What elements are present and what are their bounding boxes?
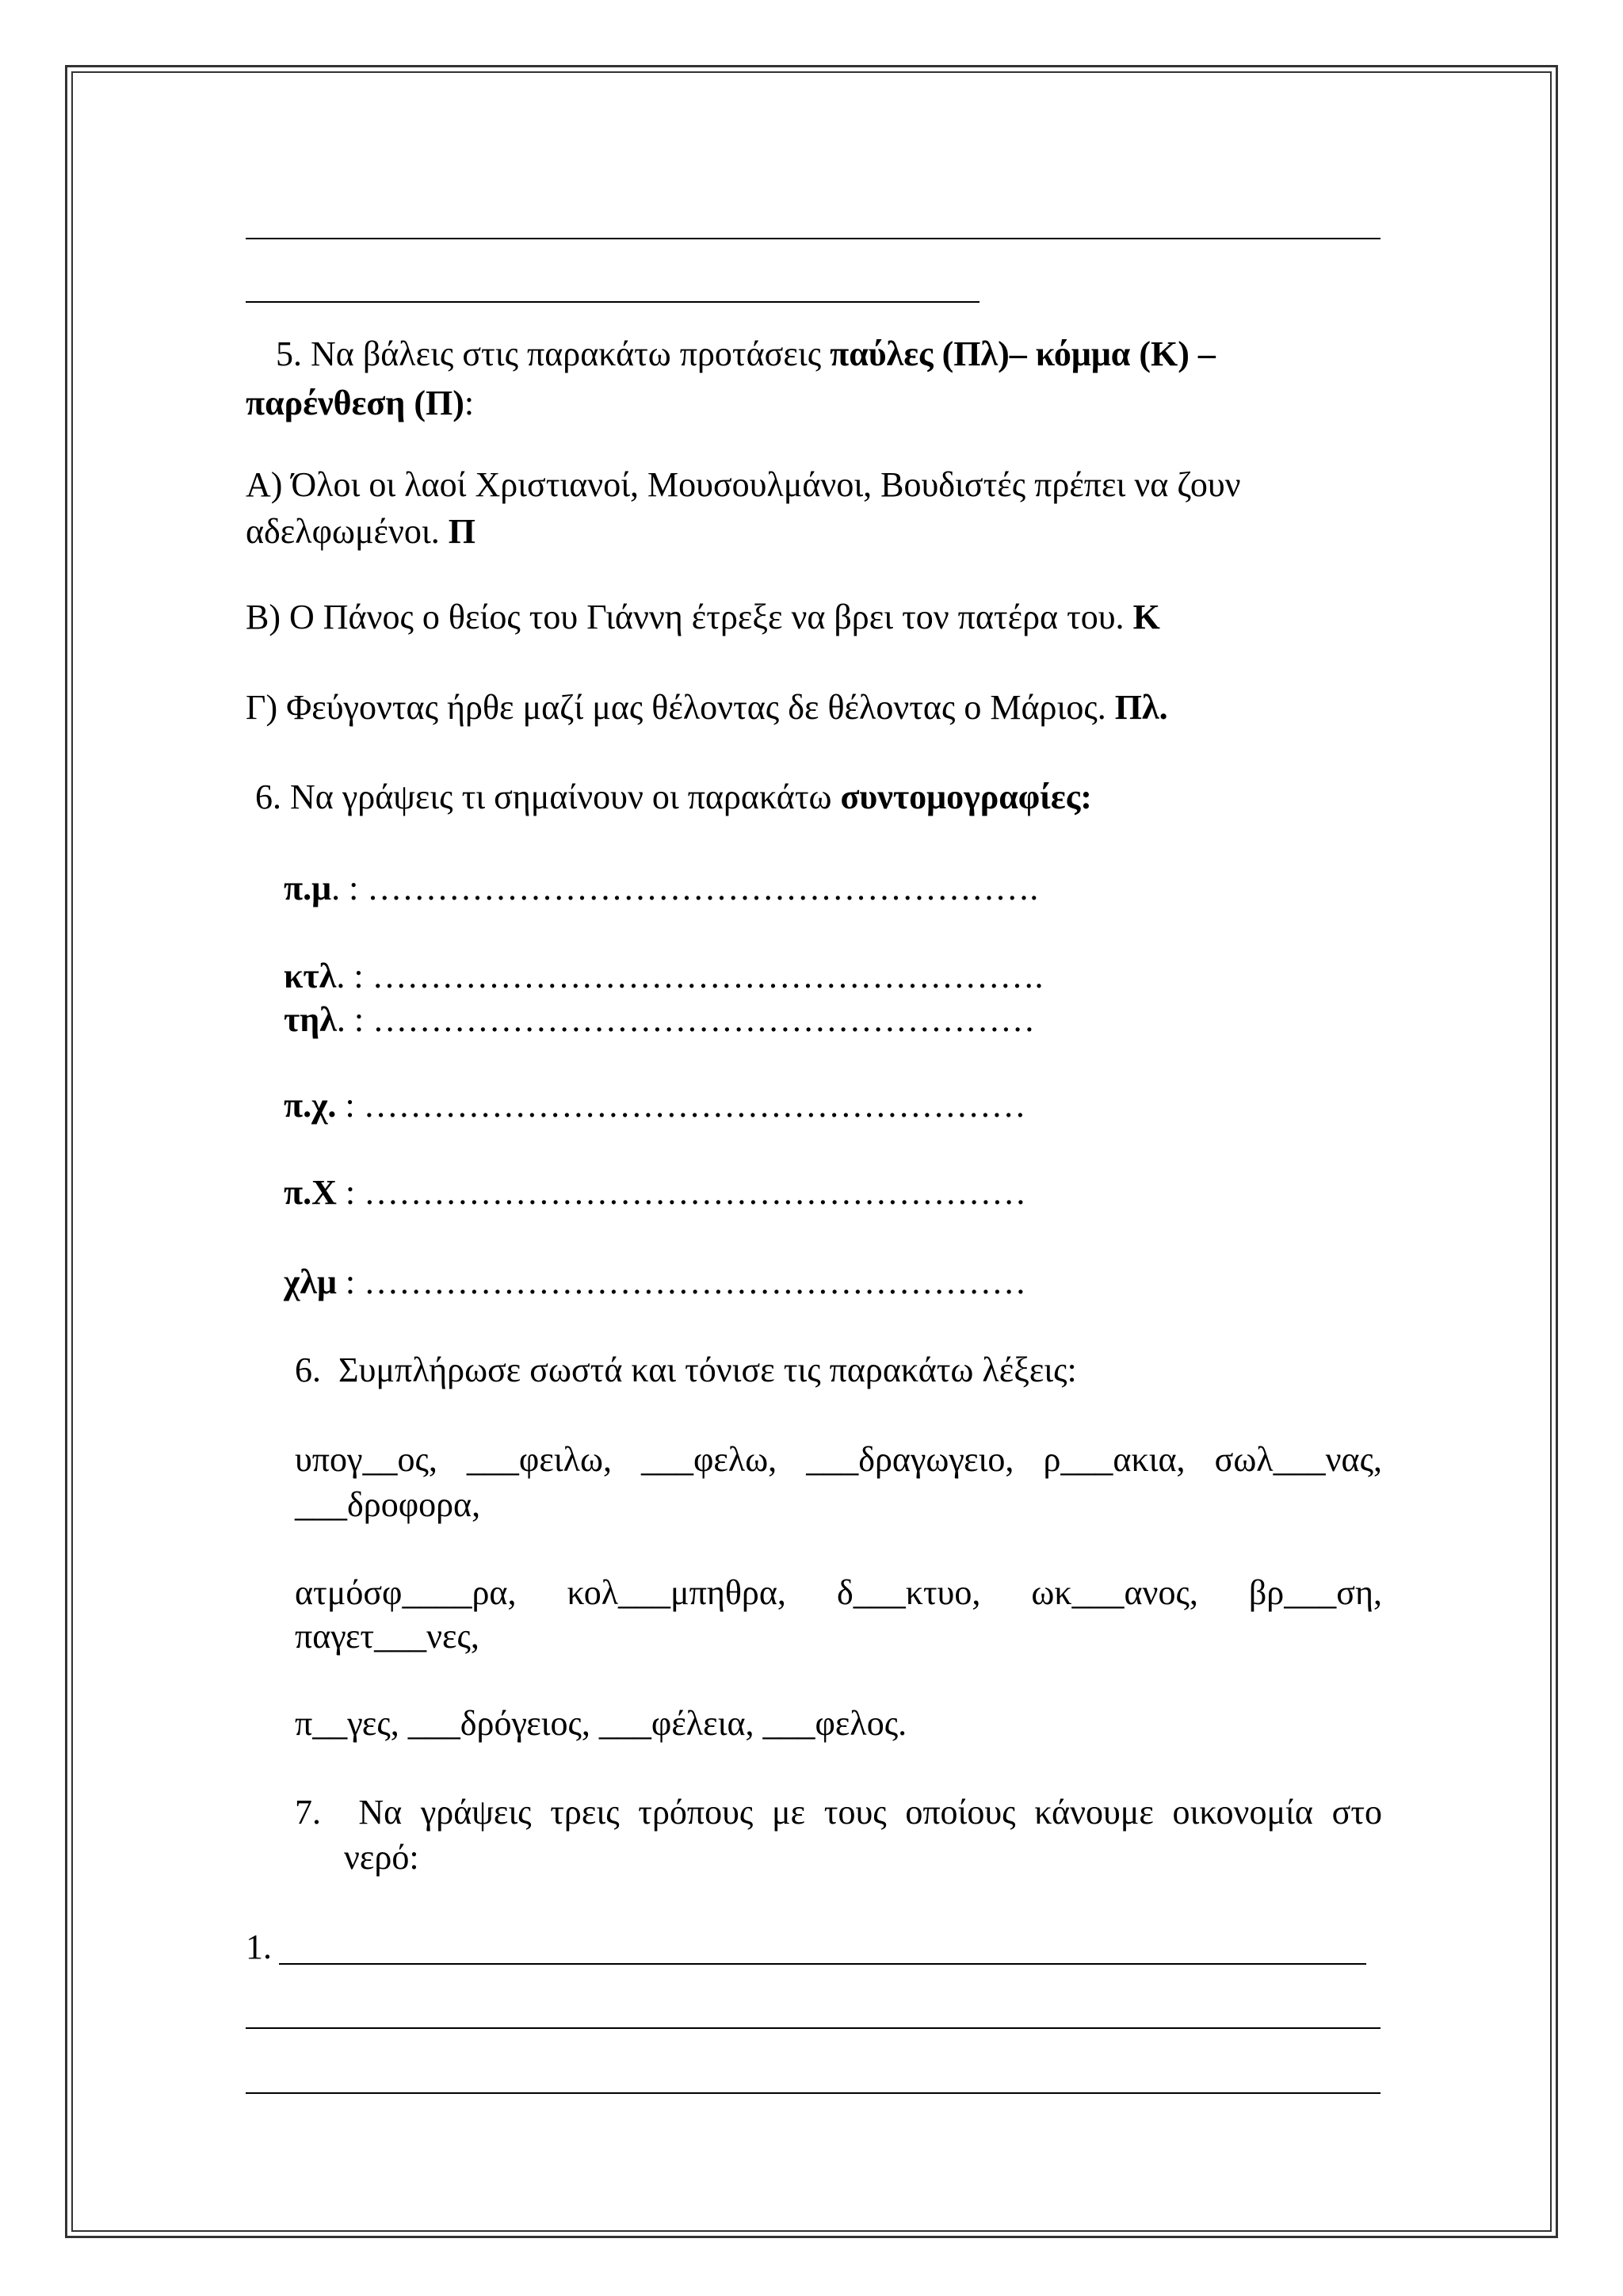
abbr-row: π.Χ : ………………………………………………… bbox=[284, 1173, 1027, 1212]
abbr-row: κτλ. : …………………………………………………. bbox=[284, 957, 1044, 995]
sentence-c: Γ) Φεύγοντας ήρθε μαζί μας θέλοντας δε θέλοντας ο Μάριος. Πλ. bbox=[246, 688, 1168, 727]
answer-number-1: 1. bbox=[246, 1927, 272, 1966]
answer-line-3 bbox=[246, 2092, 1381, 2094]
answer-line-top-1 bbox=[246, 238, 1381, 239]
sentence-a-answer: Π bbox=[448, 512, 475, 551]
fill-line-2: ___δροφορα, bbox=[295, 1485, 481, 1524]
sentence-c-answer: Πλ. bbox=[1114, 688, 1168, 727]
answer-line-top-2 bbox=[246, 301, 980, 303]
sentence-a-cont: αδελφωμένοι. Π bbox=[246, 512, 475, 551]
fill-line-4: παγετ___νες, bbox=[295, 1617, 479, 1656]
sentence-b: Β) Ο Πάνος ο θείος του Γιάννη έτρεξε να βρει τον πατέρα του. Κ bbox=[246, 598, 1160, 636]
exercise-6b-heading: 6. Συμπλήρωσε σωστά και τόνισε τις παρακάτω λέξεις: bbox=[295, 1350, 1077, 1389]
fill-line-3: ατμόσφ____ρα, κολ___μπηθρα, δ___κτυο, ωκ___ανος, βρ___ση, bbox=[295, 1573, 1382, 1612]
fill-line-5: π__γες, ___δρόγειος, ___φέλεια, ___φελος. bbox=[295, 1704, 907, 1743]
exercise-7-heading: 7. Να γράψεις τρεις τρόπους με τους οποίους κάνουμε οικονομία στο bbox=[295, 1793, 1383, 1832]
sentence-a: Α) Όλοι οι λαοί Χριστιανοί, Μουσουλμάνοι, Βουδιστές πρέπει να ζουν bbox=[246, 465, 1241, 504]
exercise-5-heading-cont: παρένθεση (Π): bbox=[246, 384, 475, 422]
exercise-5-heading: 5. Να βάλεις στις παρακάτω προτάσεις παύλες (Πλ)– κόμμα (Κ) – bbox=[276, 334, 1216, 373]
sentence-b-answer: Κ bbox=[1132, 598, 1160, 636]
fill-line-1: υπογ__ος, ___φειλω, ___φελω, ___δραγωγειο, ρ___ακια, σωλ___νας, bbox=[295, 1440, 1382, 1479]
exercise-6-heading: 6. Να γράψεις τι σημαίνουν οι παρακάτω συντομογραφίες: bbox=[255, 777, 1092, 816]
abbr-row: χλμ : ………………………………………………… bbox=[284, 1263, 1027, 1301]
answer-line-1 bbox=[279, 1963, 1366, 1965]
answer-line-2 bbox=[246, 2027, 1381, 2029]
abbr-row: τηλ. : ………………………………………………… bbox=[284, 1000, 1036, 1039]
abbr-row: π.χ. : ………………………………………………… bbox=[284, 1086, 1026, 1125]
abbr-row: π.μ. : …………………………………………………. bbox=[284, 869, 1039, 907]
exercise-7-heading-cont: νερό: bbox=[344, 1838, 419, 1877]
